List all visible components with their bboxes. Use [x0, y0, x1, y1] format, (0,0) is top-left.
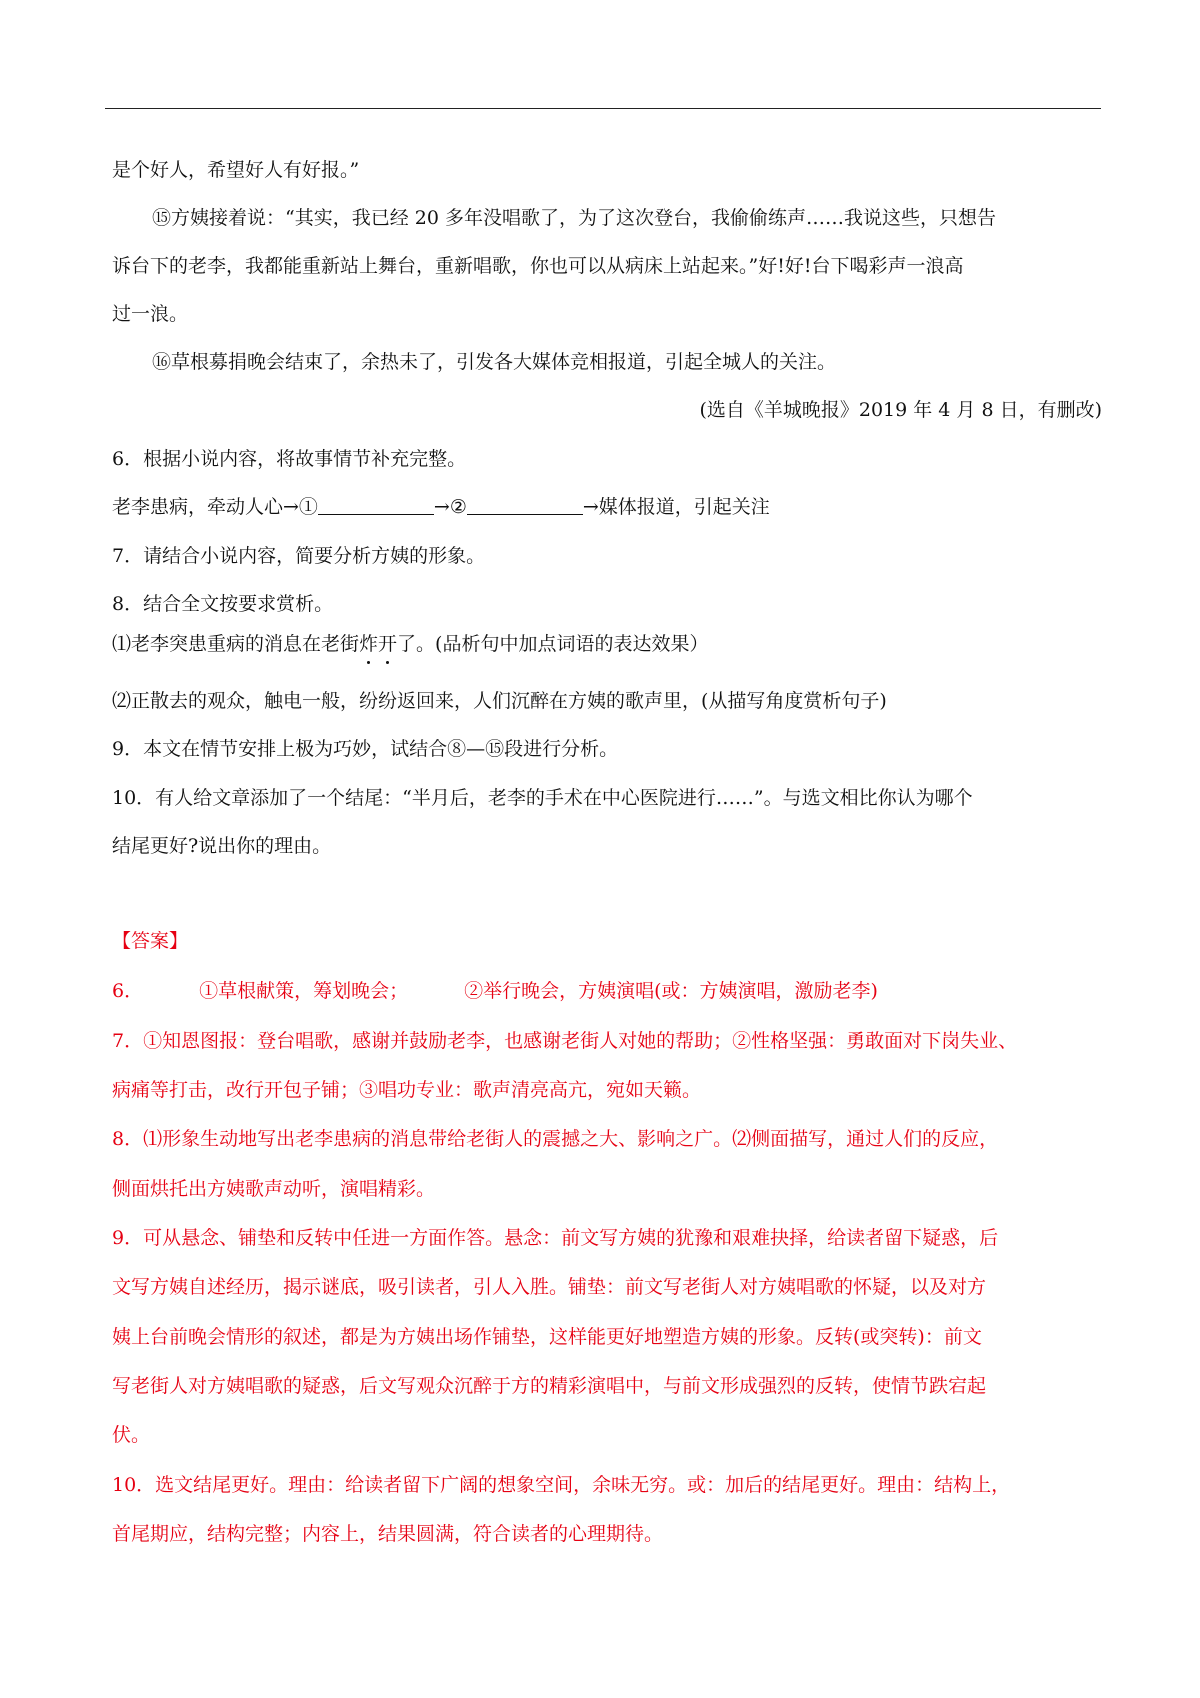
header-rule: [105, 108, 1101, 109]
question-7: 7．请结合小说内容，简要分析方姨的形象。: [112, 545, 486, 567]
question-9: 9．本文在情节安排上极为巧妙，试结合⑧—⑮段进行分析。: [112, 738, 619, 760]
chain-end: →媒体报道，引起关注: [582, 496, 770, 518]
chain-mid: →②: [433, 496, 467, 518]
answer-blank-2[interactable]: [467, 496, 583, 515]
question-10-line: 结尾更好?说出你的理由。: [112, 835, 332, 857]
question-8-2: ⑵正散去的观众，触电一般，纷纷返回来，人们沉醉在方姨的歌声里，(从描写角度赏析句子): [112, 690, 887, 712]
answer-blank-1[interactable]: [318, 496, 434, 515]
chain-start: 老李患病，牵动人心→①: [112, 496, 318, 518]
answer-6-number: 6．: [112, 980, 144, 1002]
dotted-word: 炸: [359, 633, 379, 655]
answer-9-line: 9．可从悬念、铺垫和反转中任进一方面作答。悬念：前文写方姨的犹豫和艰难抉择，给读者留下疑惑，后: [112, 1227, 999, 1249]
source-citation: (选自《羊城晚报》2019 年 4 月 8 日，有删改): [699, 399, 1102, 421]
answer-heading: 【答案】: [112, 930, 189, 952]
answer-8-line: 侧面烘托出方姨歌声动听，演唱精彩。: [112, 1178, 436, 1200]
paragraph-15-line: 诉台下的老李，我都能重新站上舞台，重新唱歌，你也可以从病床上站起来。”好!好!台下喝彩声一浪高: [112, 255, 964, 277]
answer-10-line: 10．选文结尾更好。理由：给读者留下广阔的想象空间，余味无穷。或：加后的结尾更好。理由：结构上，: [112, 1474, 1011, 1496]
answer-6-part-1: ①草根献策，筹划晚会；: [199, 980, 409, 1002]
answer-9-line: 文写方姨自述经历，揭示谜底，吸引读者，引人入胜。铺垫：前文写老街人对方姨唱歌的怀疑，以及对方: [112, 1276, 987, 1298]
question-6-chain: [112, 494, 1102, 520]
q8-1-instruction: 了。(品析句中加点词语的表达效果）: [397, 633, 709, 655]
answer-9-line: 写老街人对方姨唱歌的疑惑，后文写观众沉醉于方的精彩演唱中，与前文形成强烈的反转，使情节跌宕起: [112, 1375, 987, 1397]
answer-7-line: 7．①知恩图报：登台唱歌，感谢并鼓励老李，也感谢老街人对她的帮助；②性格坚强：勇敢面对下岗失业、: [112, 1030, 1018, 1052]
paragraph-16: ⑯草根募捐晚会结束了，余热未了，引发各大媒体竞相报道，引起全城人的关注。: [152, 351, 837, 373]
answer-9-line: 伏。: [112, 1424, 151, 1446]
answer-10-line: 首尾期应，结构完整；内容上，结果圆满，符合读者的心理期待。: [112, 1523, 664, 1545]
answer-6: [112, 978, 1102, 1004]
paragraph-15-line: ⑮方姨接着说：“其实，我已经 20 多年没唱歌了，为了这次登台，我偷偷练声……我说这些，只想告: [152, 207, 996, 229]
question-8: 8．结合全文按要求赏析。: [112, 593, 334, 615]
paragraph-15-line: 过一浪。: [112, 303, 189, 325]
dotted-word: 开: [378, 633, 398, 655]
question-10-line: 10．有人给文章添加了一个结尾：“半月后，老李的手术在中心医院进行……”。与选文相比你认为哪个: [112, 787, 973, 809]
question-6: 6．根据小说内容，将故事情节补充完整。: [112, 448, 467, 470]
question-8-1: [112, 631, 1102, 657]
q8-1-text: ⑴老李突患重病的消息在老街: [112, 633, 360, 655]
answer-8-line: 8．⑴形象生动地写出老李患病的消息带给老街人的震撼之大、影响之广。⑵侧面描写，通过人们的反应，: [112, 1128, 999, 1150]
answer-7-line: 病痛等打击，改行开包子铺；③唱功专业：歌声清亮高亢，宛如天籁。: [112, 1079, 702, 1101]
passage-line: 是个好人，希望好人有好报。”: [112, 159, 360, 181]
answer-9-line: 姨上台前晚会情形的叙述，都是为方姨出场作铺垫，这样能更好地塑造方姨的形象。反转(或突转)：前文: [112, 1326, 982, 1348]
answer-6-part-2: ②举行晚会，方姨演唱(或：方姨演唱，激励老李): [464, 980, 878, 1002]
